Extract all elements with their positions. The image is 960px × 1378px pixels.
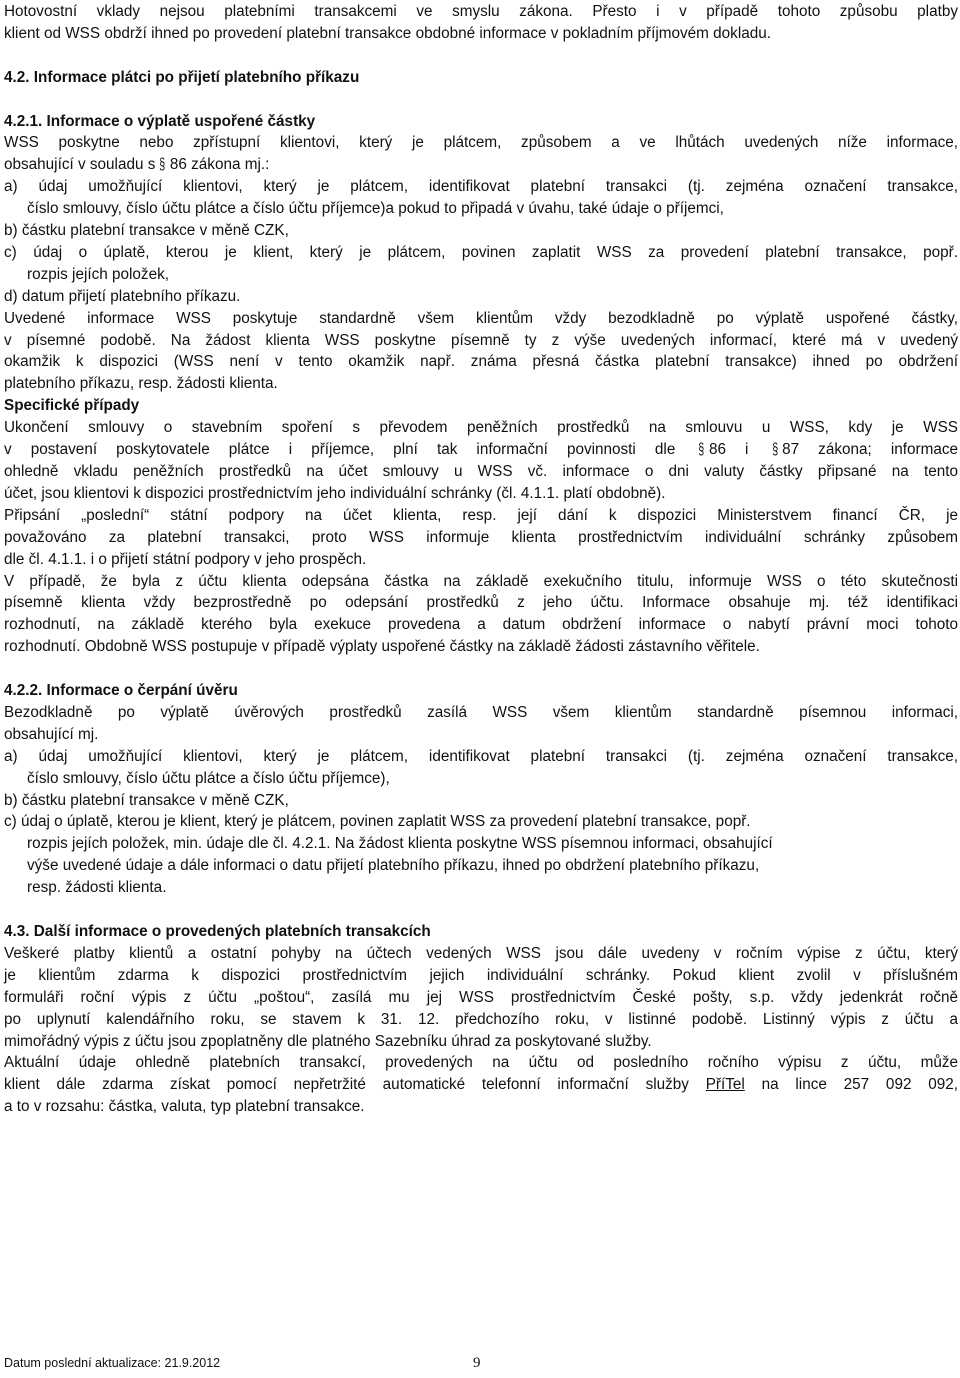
paragraph-line: obsahující v souladu s § 86 zákona mj.: [4, 154, 958, 176]
paragraph-line: rozhodnutí. Obdobně WSS postupuje v případě výplaty uspořené částky na základě žádosti zástavního věřitele. [4, 638, 760, 656]
paragraph-line: v písemné podobě. Na žádost klienta WSS poskytne písemně ty z výše uvedených informací, které má v uvedený [4, 331, 958, 349]
paragraph-line: klient od WSS obdrží ihned po provedení platební transakce obdobné informace v pokladním příjmovém dokladu. [4, 24, 771, 42]
paragraph-line: WSS poskytne nebo zpřístupní klientovi, který je plátcem, způsobem a ve lhůtách uvedených níže informace, [4, 134, 958, 152]
section-heading-4-3: 4.3. Další informace o provedených platebních transakcích [4, 923, 431, 940]
list-item-c: c) údaj o úplatě, kterou je klient, který je plátcem, povinen zaplatit WSS za provedení platební transakce, popř. [4, 243, 958, 261]
paragraph-line: Hotovostní vklady nejsou platebními transakcemi ve smyslu zákona. Přesto i v případě tohoto způsobu platby [4, 3, 958, 20]
paragraph-line: rozhodnutí, na základě kterého byla exekuce provedena a datum obdržení informace o nabytí právní moci tohoto [4, 616, 958, 634]
footer-update-date: Datum poslední aktualizace: 21.9.2012 [4, 1356, 221, 1370]
paragraph-line: ohledně vkladu peněžních prostředků na účet smlouvy u WSS vč. informace o dni valuty částky připsané na tento [4, 463, 958, 480]
section-sign: § [771, 441, 778, 459]
paragraph-line: účet, jsou klientovi k dispozici prostřednictvím jeho individuální schránky (čl. 4.1.1. platí obdobně). [4, 484, 666, 502]
list-item-a-cont: číslo smlouvy, číslo účtu plátce a číslo účtu příjemce), [27, 769, 390, 787]
section-sign: § [159, 156, 166, 174]
paragraph-line: písemně klienta vždy bezprostředně po odepsání prostředků z jeho účtu. Informace obsahuje mj. též identifikaci [4, 594, 958, 612]
paragraph-line: obsahující mj. [4, 725, 99, 743]
list-item-c-cont: rozpis jejích položek, min. údaje dle čl. 4.2.1. Na žádost klienta poskytne WSS písemnou informaci, obsahující [27, 835, 773, 853]
paragraph-line: a to v rozsahu: částka, valuta, typ platební transakce. [4, 1098, 365, 1116]
paragraph-line: Bezodkladně po výplatě úvěrových prostředků zasílá WSS všem klientům standardně písemnou informaci, [4, 703, 958, 721]
paragraph-line: Připsání „poslední“ státní podpory na účet klienta, resp. její dání k dispozici Ministerstvem financí ČR, je [4, 506, 958, 524]
paragraph-line: V případě, že byla z účtu klienta odepsána částka na základě exekučního titulu, informuje WSS o této skutečnosti [4, 572, 958, 590]
list-item-a: a) údaj umožňující klientovi, který je plátcem, identifikovat platební transakci (tj. zejména označení transakce, [4, 747, 958, 765]
paragraph-line: platebního příkazu, resp. žádosti klienta. [4, 375, 278, 393]
paragraph-line: formuláři roční výpis z účtu „poštou“, zasílá mu jej WSS prostřednictvím České pošty, s.p. vždy jedenkrát ročně [4, 988, 958, 1006]
paragraph-line: dle čl. 4.1.1. i o přijetí státní podpory v jeho prospěch. [4, 550, 367, 568]
page-number: 9 [473, 1355, 481, 1371]
paragraph-line: v postavení poskytovatele plátce i příjemce, plní tak informační povinnosti dle § 86 i § 87 zákona; informace [4, 439, 958, 461]
heading-specific-cases: Specifické případy [4, 397, 140, 415]
paragraph-line: po uplynutí kalendářního roku, se stavem k 31. 12. předchozího roku, v listinné podobě. Listinný výpis z účtu a [4, 1010, 958, 1028]
section-sign: § [698, 441, 705, 459]
list-item-c-cont: resp. žádosti klienta. [27, 879, 167, 897]
paragraph-line: Ukončení smlouvy o stavebním spoření s převodem peněžních prostředků na smlouvu u WSS, kdy je WSS [4, 419, 958, 437]
list-item-b: b) částku platební transakce v měně CZK, [4, 222, 289, 240]
section-heading-4-2-1: 4.2.1. Informace o výplatě uspořené částky [4, 112, 316, 130]
list-item-c-cont: výše uvedené údaje a dále informaci o datu přijetí platebního příkazu, ihned po obdržení platebního příkazu, [27, 857, 760, 875]
pritel-link[interactable]: PříTel [705, 1076, 745, 1094]
document-body [4, 1, 958, 1118]
list-item-c: c) údaj o úplatě, kterou je klient, který je plátcem, povinen zaplatit WSS za provedení platební transakce, popř. [4, 813, 751, 831]
paragraph-line: mimořádný výpis z účtu jsou zpoplatněny dle platného Sazebníku úhrad za poskytované služby. [4, 1032, 652, 1050]
paragraph-line: Uvedené informace WSS poskytuje standardně všem klientům vždy bezodkladně po výplatě uspořené částky, [4, 309, 958, 327]
list-item-c-cont: rozpis jejích položek, [27, 265, 169, 283]
list-item-a: a) údaj umožňující klientovi, který je plátcem, identifikovat platební transakci (tj. zejména označení transakce, [4, 178, 958, 196]
paragraph-line: klient dále zdarma získat pomocí nepřetržité automatické telefonní informační služby PříTel na lince 257 092 092, [4, 1076, 959, 1094]
paragraph-line: je klientům zdarma k dispozici prostřednictvím jejich individuální schránky. Pokud klient zvolil v příslušném [4, 966, 958, 984]
paragraph-line: Veškeré platby klientů a ostatní pohyby na účtech vedených WSS jsou dále uvedeny v ročním výpise z účtu, který [4, 944, 958, 962]
paragraph-line: Aktuální údaje ohledně platebních transakcí, provedených na účtu od posledního ročního výpisu z účtu, může [4, 1054, 958, 1072]
list-item-d: d) datum přijetí platebního příkazu. [4, 287, 241, 305]
paragraph-line: považováno za platební transakci, proto WSS informuje klienta prostřednictvím individuální schránky způsobem [4, 528, 958, 546]
list-item-a-cont: číslo smlouvy, číslo účtu plátce a číslo účtu příjemce)a pokud to připadá v úvahu, také údaje o příjemci, [27, 200, 724, 218]
section-heading-4-2: 4.2. Informace plátci po přijetí platebního příkazu [4, 68, 360, 86]
list-item-b: b) částku platební transakce v měně CZK, [4, 791, 289, 809]
section-heading-4-2-2: 4.2.2. Informace o čerpání úvěru [4, 682, 238, 700]
paragraph-line: okamžik k dispozici (WSS není v tento okamžik např. známa přesná částka platební transakce) ihned po obdržení [4, 353, 958, 371]
